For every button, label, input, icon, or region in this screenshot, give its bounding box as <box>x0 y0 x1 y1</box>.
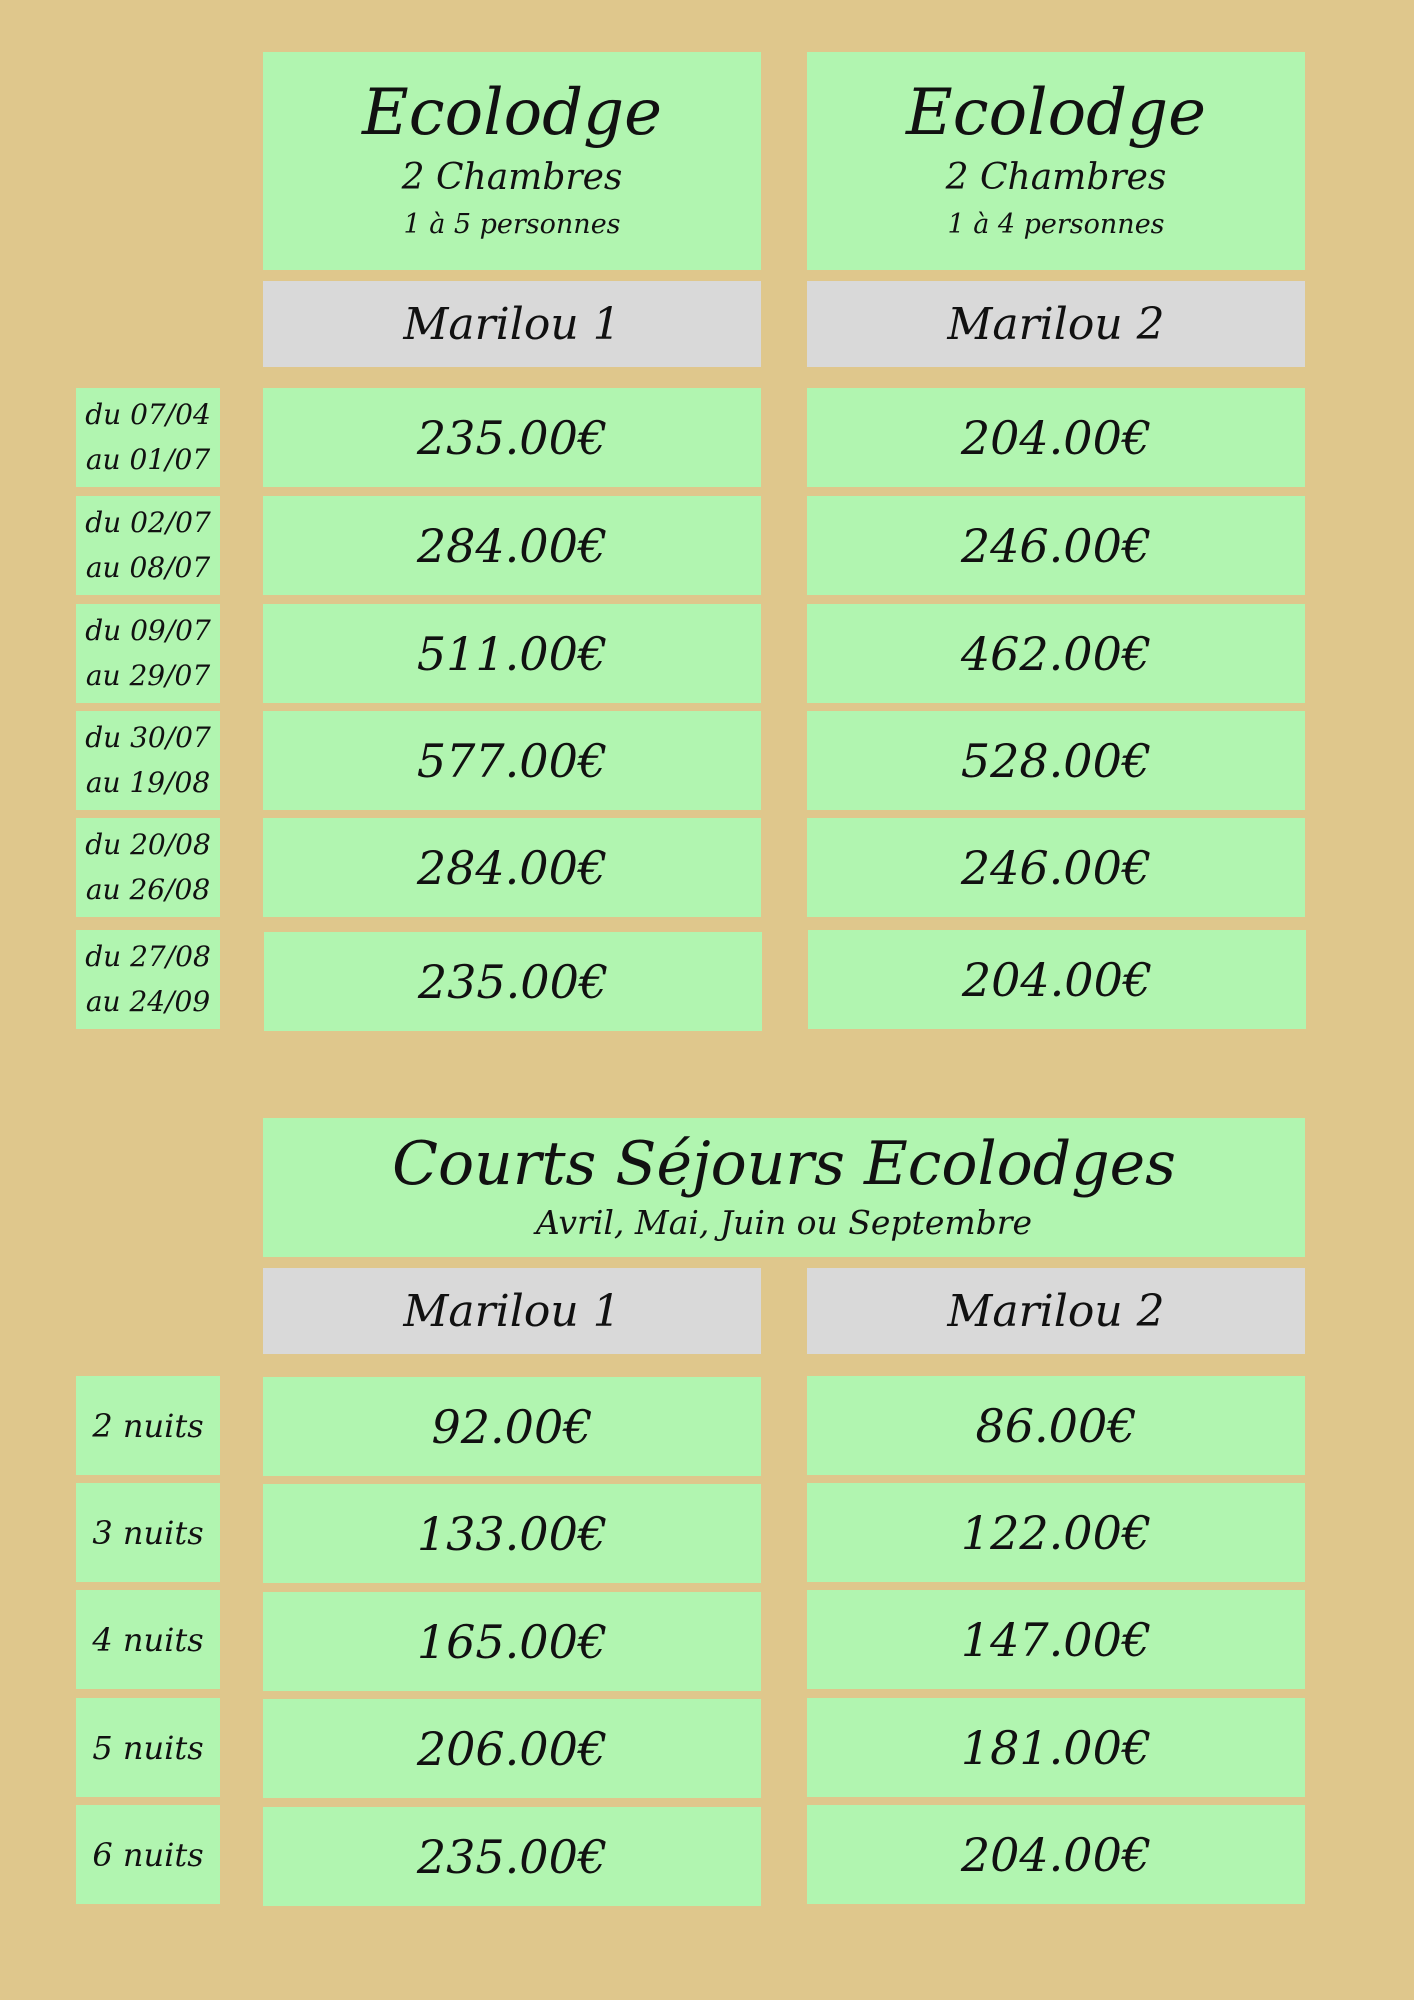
price-cell: 147.00€ <box>807 1590 1305 1689</box>
period-to: au 24/09 <box>85 984 211 1018</box>
price-cell: 246.00€ <box>807 818 1305 917</box>
lodge-header-2 <box>807 52 1305 270</box>
period-label <box>76 930 220 1029</box>
period-label <box>76 711 220 810</box>
price-cell: 577.00€ <box>263 711 761 810</box>
lodge-header-1 <box>263 52 761 270</box>
price-cell: 462.00€ <box>807 604 1305 703</box>
short-stays-header <box>263 1118 1305 1257</box>
price-cell: 235.00€ <box>263 388 761 487</box>
price-cell: 133.00€ <box>263 1484 761 1583</box>
lodge-rooms: 2 Chambres <box>401 156 623 198</box>
price-cell: 122.00€ <box>807 1483 1305 1582</box>
period-label <box>76 388 220 487</box>
lodge-name-1: Marilou 1 <box>263 281 761 367</box>
short-stays-title: Courts Séjours Ecolodges <box>392 1129 1176 1200</box>
price-cell: 235.00€ <box>264 932 762 1031</box>
lodge-name-2: Marilou 2 <box>807 281 1305 367</box>
price-cell: 204.00€ <box>807 388 1305 487</box>
lodge-title: Ecolodge <box>362 75 662 150</box>
period-from: du 27/08 <box>85 939 211 973</box>
nights-label: 2 nuits <box>76 1376 220 1475</box>
price-cell: 246.00€ <box>807 496 1305 595</box>
price-cell: 206.00€ <box>263 1699 761 1798</box>
period-label <box>76 496 220 595</box>
period-to: au 26/08 <box>85 872 211 906</box>
period-from: du 20/08 <box>85 827 211 861</box>
period-from: du 30/07 <box>85 720 211 754</box>
nights-label: 4 nuits <box>76 1590 220 1689</box>
price-cell: 92.00€ <box>263 1377 761 1476</box>
short-stay-name-2: Marilou 2 <box>807 1268 1305 1354</box>
lodge-rooms: 2 Chambres <box>945 156 1167 198</box>
period-to: au 01/07 <box>85 442 211 476</box>
price-cell: 528.00€ <box>807 711 1305 810</box>
period-to: au 29/07 <box>85 658 211 692</box>
period-label <box>76 818 220 917</box>
price-cell: 204.00€ <box>808 930 1306 1029</box>
price-cell: 235.00€ <box>263 1807 761 1906</box>
period-to: au 08/07 <box>85 550 211 584</box>
price-cell: 511.00€ <box>263 604 761 703</box>
period-from: du 02/07 <box>85 505 211 539</box>
nights-label: 6 nuits <box>76 1805 220 1904</box>
price-cell: 181.00€ <box>807 1698 1305 1797</box>
price-cell: 165.00€ <box>263 1592 761 1691</box>
nights-label: 5 nuits <box>76 1698 220 1797</box>
short-stay-name-1: Marilou 1 <box>263 1268 761 1354</box>
lodge-capacity: 1 à 5 personnes <box>403 208 621 240</box>
price-cell: 86.00€ <box>807 1376 1305 1475</box>
period-from: du 07/04 <box>85 397 211 431</box>
short-stays-subtitle: Avril, Mai, Juin ou Septembre <box>535 1203 1033 1243</box>
period-label <box>76 604 220 703</box>
nights-label: 3 nuits <box>76 1483 220 1582</box>
lodge-capacity: 1 à 4 personnes <box>947 208 1165 240</box>
period-from: du 09/07 <box>85 613 211 647</box>
period-to: au 19/08 <box>85 765 211 799</box>
price-cell: 284.00€ <box>263 496 761 595</box>
price-cell: 204.00€ <box>807 1805 1305 1904</box>
price-cell: 284.00€ <box>263 818 761 917</box>
lodge-title: Ecolodge <box>906 75 1206 150</box>
